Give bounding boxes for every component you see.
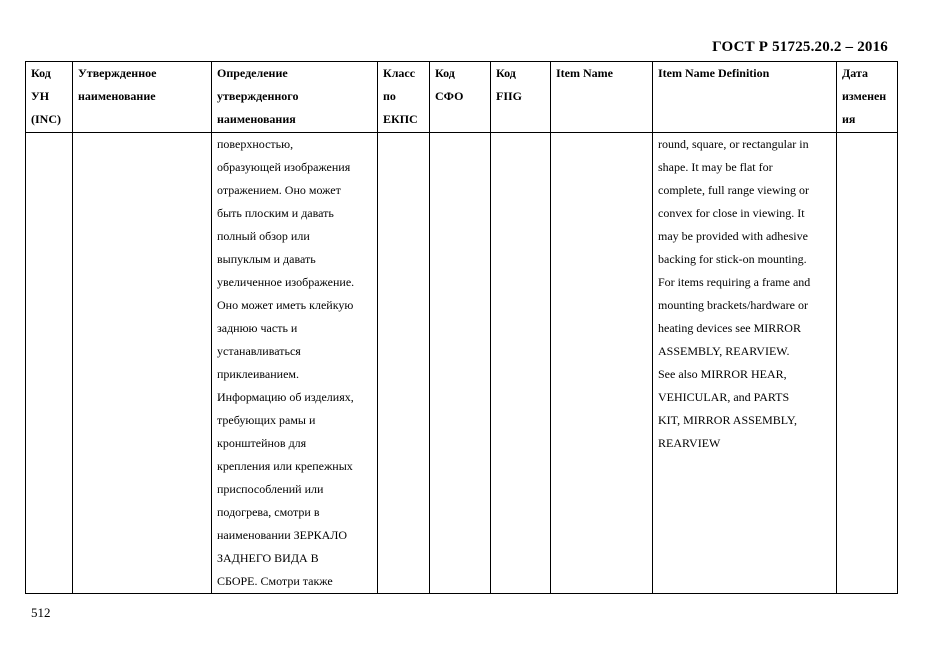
definition-line: поверхностью, <box>217 137 294 151</box>
header-text: (INC) <box>31 112 61 126</box>
definition-line: Оно может иметь клейкую <box>217 298 354 312</box>
header-text: утвержденного <box>217 89 299 103</box>
definition-line: образующей изображения <box>217 160 351 174</box>
definition-line: требующих рамы и <box>217 413 316 427</box>
cell-fiig-code <box>491 133 551 594</box>
definition-line: heating devices see MIRROR <box>658 321 801 335</box>
header-text: Код <box>435 66 455 80</box>
header-text: Код <box>496 66 516 80</box>
header-text: ия <box>842 112 856 126</box>
col-header-sfo-code <box>430 62 491 133</box>
col-header-change-date <box>837 62 898 133</box>
definition-line: кронштейнов для <box>217 436 307 450</box>
header-text: изменен <box>842 89 887 103</box>
cell-sfo-code <box>430 133 491 594</box>
definition-line: Информацию об изделиях, <box>217 390 354 404</box>
col-header-item-name <box>551 62 653 133</box>
header-text: Item Name <box>556 66 613 80</box>
definition-line: backing for stick-on mounting. <box>658 252 807 266</box>
header-text: Item Name Definition <box>658 66 770 80</box>
cell-change-date <box>837 133 898 594</box>
header-text: Класс <box>383 66 416 80</box>
header-text: наименование <box>78 89 156 103</box>
col-header-approved-name <box>73 62 212 133</box>
table-row <box>26 133 898 594</box>
definition-line: крепления или крепежных <box>217 459 353 473</box>
definition-line: приспособлений или <box>217 482 324 496</box>
definition-line: See also MIRROR HEAR, <box>658 367 787 381</box>
header-text: наименования <box>217 112 296 126</box>
definition-line: устанавливаться <box>217 344 301 358</box>
definition-line: подогрева, смотри в <box>217 505 320 519</box>
page-number: 512 <box>31 605 51 620</box>
cell-item-name <box>551 133 653 594</box>
definition-line: REARVIEW <box>658 436 721 450</box>
definition-line: отражением. Оно может <box>217 183 341 197</box>
definition-line: увеличенное изображение. <box>217 275 355 289</box>
header-text: ЕКПС <box>383 112 418 126</box>
definition-line: VEHICULAR, and PARTS <box>658 390 790 404</box>
cell-definition-ru <box>212 133 378 594</box>
cell-item-name-definition <box>653 133 837 594</box>
col-header-ekps-class <box>378 62 430 133</box>
header-text: Код <box>31 66 51 80</box>
header-text: УН <box>31 89 50 103</box>
definition-line: For items requiring a frame and <box>658 275 811 289</box>
definition-line: complete, full range viewing or <box>658 183 809 197</box>
header-text: СФО <box>435 89 464 103</box>
definition-line: СБОРЕ. Смотри также <box>217 574 333 588</box>
definition-line: полный обзор или <box>217 229 310 243</box>
definition-line: выпуклым и давать <box>217 252 316 266</box>
definition-line: быть плоским и давать <box>217 206 334 220</box>
definition-line: ЗАДНЕГО ВИДА В <box>217 551 319 565</box>
definition-line: round, square, or rectangular in <box>658 137 809 151</box>
definition-line: приклеиванием. <box>217 367 300 381</box>
definition-line: наименовании ЗЕРКАЛО <box>217 528 348 542</box>
standard-title: ГОСТ Р 51725.20.2 – 2016 <box>712 39 888 55</box>
header-row <box>26 62 898 133</box>
col-header-definition-ru <box>212 62 378 133</box>
definition-line: may be provided with adhesive <box>658 229 808 243</box>
cell-inc <box>26 133 73 594</box>
col-header-item-name-definition <box>653 62 837 133</box>
col-header-inc <box>26 62 73 133</box>
definition-line: заднюю часть и <box>217 321 298 335</box>
definition-line: mounting brackets/hardware or <box>658 298 808 312</box>
col-header-fiig-code <box>491 62 551 133</box>
header-text: Определение <box>217 66 288 80</box>
header-text: FIIG <box>496 89 523 103</box>
nomenclature-table <box>25 61 898 594</box>
cell-ekps-class <box>378 133 430 594</box>
definition-line: ASSEMBLY, REARVIEW. <box>658 344 790 358</box>
definition-line: convex for close in viewing. It <box>658 206 805 220</box>
definition-line: shape. It may be flat for <box>658 160 773 174</box>
header-text: Утвержденное <box>78 66 157 80</box>
header-text: Дата <box>842 66 868 80</box>
definition-line: KIT, MIRROR ASSEMBLY, <box>658 413 798 427</box>
header-text: по <box>383 89 396 103</box>
cell-approved-name <box>73 133 212 594</box>
